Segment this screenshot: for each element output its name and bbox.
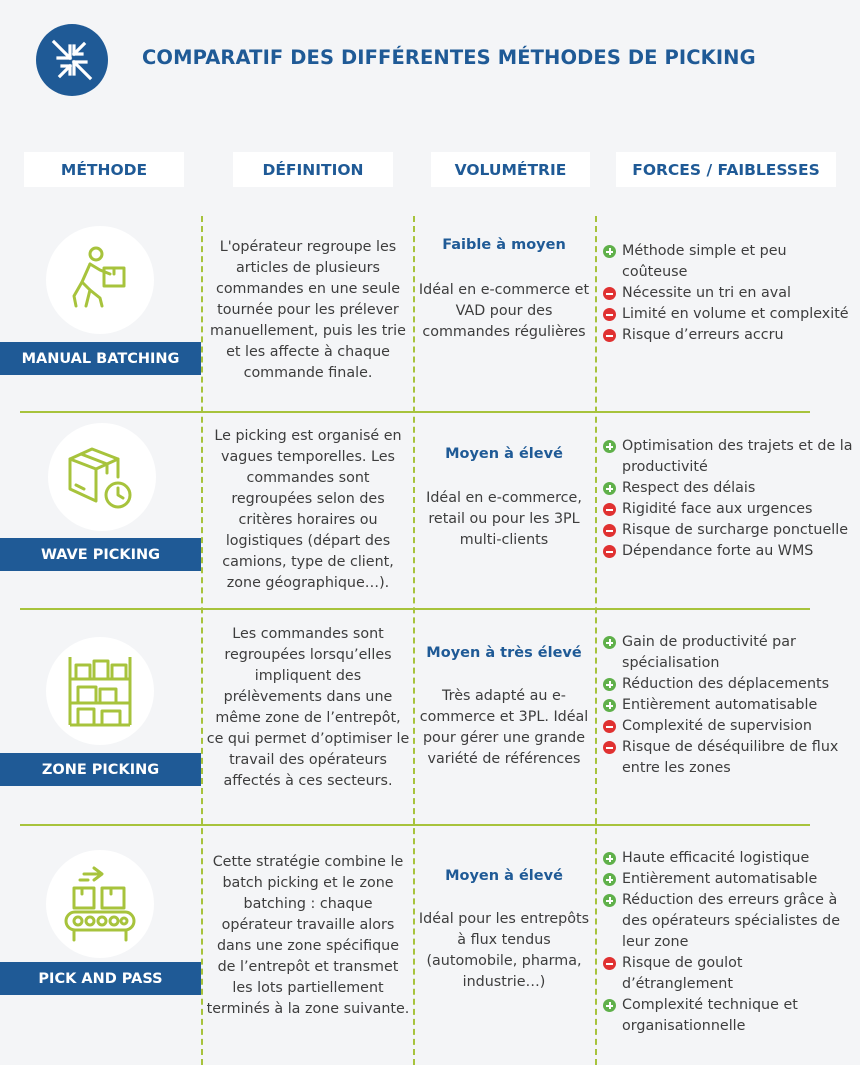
list-item: Respect des délais [603,478,855,499]
icon-badge [46,637,154,745]
logo [36,24,108,96]
list-item: Risque de déséquilibre de flux entre les zones [603,737,855,779]
minus-icon [603,308,616,321]
list-item: Gain de productivité par spécialisation [603,632,855,674]
volume-title: Moyen à très élevé [426,645,582,661]
list-item: Entièrement automatisable [603,869,855,890]
row-divider [20,411,810,413]
plus-icon [603,245,616,258]
minus-icon [603,741,616,754]
plus-icon [603,678,616,691]
pros-cons-list [603,848,855,1037]
minus-icon [603,503,616,516]
arrows-exchange-icon [36,24,108,96]
list-item: Méthode simple et peu coûteuse [603,241,855,283]
method-label: ZONE PICKING [0,753,201,786]
definition-text: Cette stratégie combine le batch picking et le zone batching : chaque opérateur travaille alors dans une zone spécifique de l’entrepôt et transmet les lots partiellement terminés à la zone suivante. [206,854,410,1017]
box-clock-icon [62,437,142,517]
minus-icon [603,329,616,342]
plus-icon [603,852,616,865]
page-title: COMPARATIF DES DIFFÉRENTES MÉTHODES DE PICKING [142,46,756,69]
method-label: MANUAL BATCHING [0,342,201,375]
minus-icon [603,720,616,733]
plus-icon [603,440,616,453]
list-item: Réduction des erreurs grâce à des opérateurs spécialistes de leur zone [603,890,855,953]
list-item: Optimisation des trajets et de la productivité [603,436,855,478]
plus-icon [603,999,616,1012]
minus-icon [603,524,616,537]
volume-text: Idéal en e-commerce et VAD pour des commandes régulières [418,282,590,340]
plus-icon [603,482,616,495]
list-item: Entièrement automatisable [603,695,855,716]
minus-icon [603,545,616,558]
list-item: Haute efficacité logistique [603,848,855,869]
volume-title: Moyen à élevé [445,868,563,884]
volume-text: Idéal en e-commerce, retail ou pour les 3PL multi-clients [426,490,582,548]
header-definition: DÉFINITION [233,152,393,187]
pros-cons-list [603,436,855,562]
list-item: Nécessite un tri en aval [603,283,855,304]
header-method: MÉTHODE [24,152,184,187]
method-label: PICK AND PASS [0,962,201,995]
minus-icon [603,957,616,970]
volume-text: Idéal pour les entrepôts à flux tendus (automobile, pharma, industrie…) [418,911,590,990]
list-item: Limité en volume et complexité [603,304,855,325]
conveyor-boxes-icon [60,864,140,944]
volume-text: Très adapté au e-commerce et 3PL. Idéal pour gérer une grande variété de références [419,688,589,767]
column-divider [595,216,597,1065]
list-item: Risque de goulot d’étranglement [603,953,855,995]
volume-title: Faible à moyen [442,237,566,253]
method-label: WAVE PICKING [0,538,201,571]
list-item: Réduction des déplacements [603,674,855,695]
definition-text: L'opérateur regroupe les articles de plusieurs commandes en une seule tournée pour les prélever manuellement, puis les trie et les affecte à chaque commande finale. [210,239,406,381]
minus-icon [603,287,616,300]
list-item: Complexité technique et organisationnelle [603,995,855,1037]
icon-badge [48,423,156,531]
header-volume: VOLUMÉTRIE [431,152,590,187]
pros-cons-list [603,632,855,779]
list-item: Rigidité face aux urgences [603,499,855,520]
list-item: Risque de surcharge ponctuelle [603,520,855,541]
icon-badge [46,850,154,958]
definition-text: Les commandes sont regroupées lorsqu’elles impliquent des prélèvements dans une même zone de l’entrepôt, ce qui permet d’optimiser le travail des opérateurs affectés à ces secteurs. [206,626,410,789]
header-pros-cons: FORCES / FAIBLESSES [616,152,836,187]
shelving-boxes-icon [60,651,140,731]
plus-icon [603,636,616,649]
column-divider [413,216,415,1065]
plus-icon [603,873,616,886]
plus-icon [603,699,616,712]
plus-icon [603,894,616,907]
row-divider [20,608,810,610]
row-divider [20,824,810,826]
definition-text: Le picking est organisé en vagues temporelles. Les commandes sont regroupées selon des critères horaires ou logistiques (départ des camions, type de client, zone géographique…). [214,428,402,591]
icon-badge [46,226,154,334]
column-divider [201,216,203,1065]
pros-cons-list [603,241,855,346]
list-item: Complexité de supervision [603,716,855,737]
volume-title: Moyen à élevé [445,446,563,462]
person-carrying-box-icon [60,240,140,320]
list-item: Risque d’erreurs accru [603,325,855,346]
list-item: Dépendance forte au WMS [603,541,855,562]
